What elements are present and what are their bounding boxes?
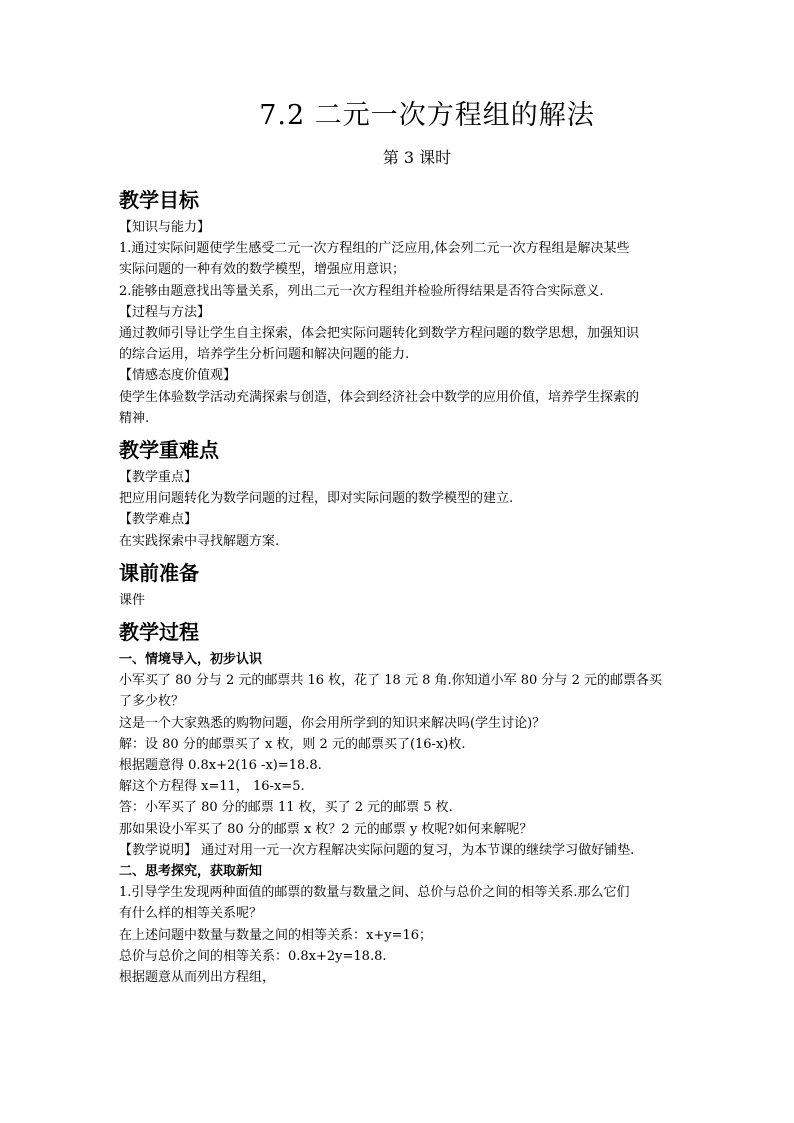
paragraph: 的综合运用，培养学生分析问题和解决问题的能力. (119, 347, 410, 363)
subsection-title: 二、思考探究，获取新知 (119, 864, 263, 880)
section-heading-process: 教学过程 (119, 620, 199, 645)
paragraph: 使学生体验数学活动充满探索与创造，体会到经济社会中数学的应用价值，培养学生探索的 (119, 389, 640, 405)
tag-focus: 【教学重点】 (119, 470, 198, 486)
paragraph: 实际问题的一种有效的数学模型，增强应用意识； (119, 262, 406, 278)
paragraph: 总价与总价之间的相等关系：0.8x+2y=18.8. (119, 948, 387, 964)
paragraph: 根据题意从而列出方程组， (119, 970, 276, 986)
document-subtitle: 第 3 课时 (382, 148, 452, 167)
paragraph: 在实践探索中寻找解题方案. (119, 533, 280, 549)
paragraph: 这是一个大家熟悉的购物问题，你会用所学到的知识来解决吗(学生讨论)？ (119, 715, 546, 731)
document-body (119, 185, 679, 988)
paragraph: 了多少枚？ (119, 694, 185, 710)
paragraph: 2.能够由题意找出等量关系，列出二元一次方程组并检验所得结果是否符合实际意义. (119, 283, 604, 299)
tag-process: 【过程与方法】 (119, 304, 211, 320)
subsection-title: 一、情境导入，初步认识 (119, 652, 263, 668)
paragraph: 解：设 80 分的邮票买了 x 枚，则 2 元的邮票买了(16-x)枚. (119, 736, 466, 752)
paragraph: 通过教师引导让学生自主探索，体会把实际问题转化到数学方程问题的数学思想，加强知识 (119, 326, 640, 342)
section-heading-goals: 教学目标 (119, 188, 199, 212)
paragraph: 【教学说明】 通过对用一元一次方程解决实际问题的复习，为本节课的继续学习做好铺垫. (119, 842, 635, 858)
section-heading-key-points: 教学重难点 (119, 438, 219, 463)
paragraph: 精神. (119, 410, 150, 426)
paragraph: 课件 (119, 592, 146, 608)
paragraph: 1.引导学生发现两种面值的邮票的数量与数量之间、总价与总价之间的相等关系.那么它们 (119, 885, 630, 901)
paragraph: 答：小军买了 80 分的邮票 11 枚，买了 2 元的邮票 5 枚. (119, 800, 453, 816)
tag-emotion: 【情感态度价值观】 (119, 368, 237, 384)
paragraph: 解这个方程得 x=11， 16-x=5. (119, 779, 305, 795)
paragraph: 把应用问题转化为数学问题的过程，即对实际问题的数学模型的建立. (119, 491, 514, 507)
paragraph: 有什么样的相等关系呢？ (119, 906, 263, 922)
paragraph: 1.通过实际问题使学生感受二元一次方程组的广泛应用,体会列二元一次方程组是解决某些 (119, 241, 630, 257)
section-heading-prep: 课前准备 (119, 560, 199, 585)
paragraph: 根据题意得 0.8x+2(16 -x)=18.8. (119, 758, 322, 774)
tag-knowledge: 【知识与能力】 (119, 220, 211, 235)
paragraph: 在上述问题中数量与数量之间的相等关系：x+y=16； (119, 927, 433, 943)
paragraph: 小军买了 80 分与 2 元的邮票共 16 枚，花了 18 元 8 角.你知道小军 80 分与 2 元的邮票各买 (119, 673, 662, 689)
paragraph: 那如果设小军买了 80 分的邮票 x 枚？2 元的邮票 y 枚呢?如何来解呢？ (119, 821, 533, 837)
tag-difficulty: 【教学难点】 (119, 512, 198, 528)
document-title: 7.2 二元一次方程组的解法 (259, 100, 595, 131)
